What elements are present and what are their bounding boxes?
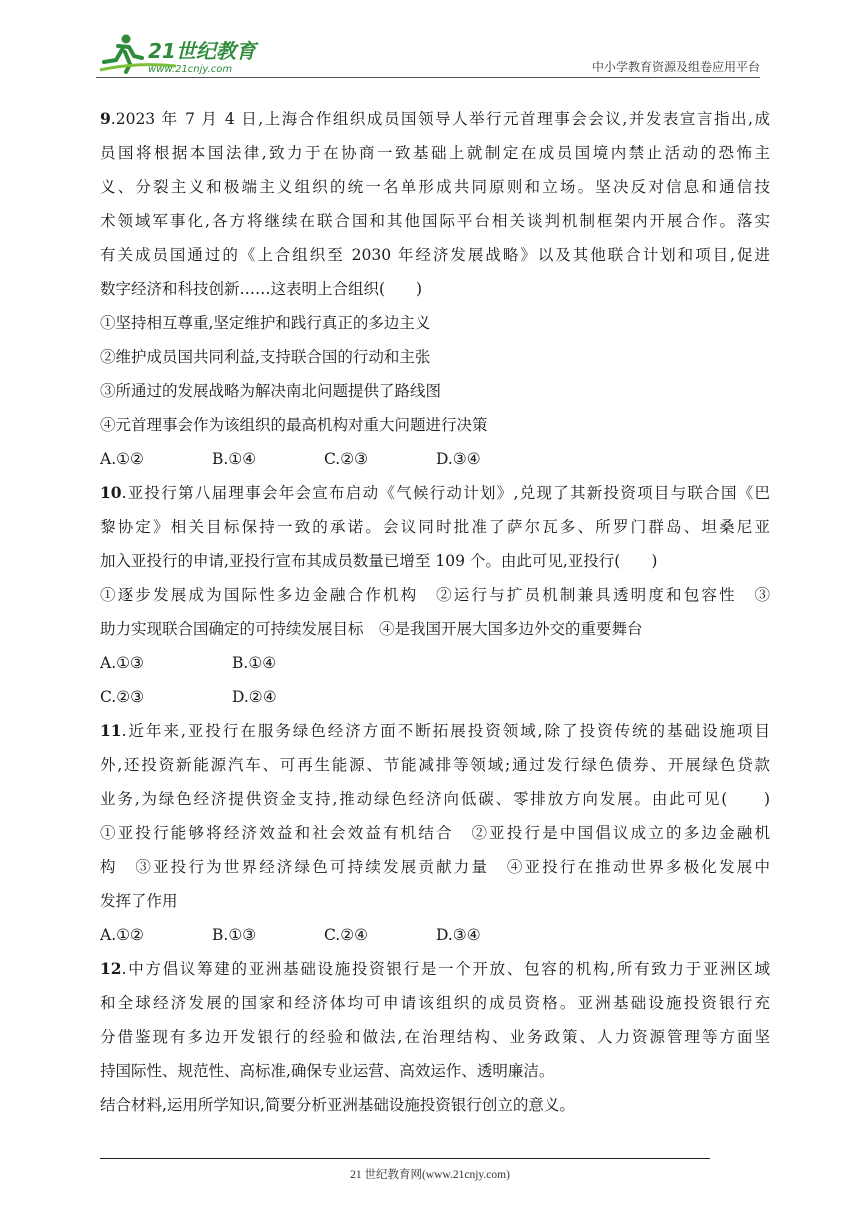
statement-item: ①逐步发展成为国际性多边金融合作机构 ②运行与扩员机制兼具透明度和包容性 ③ — [100, 586, 770, 604]
statement-item: 发挥了作用 — [100, 892, 178, 910]
question-line: 加入亚投行的申请,亚投行宣布其成员数量已增至 109 个。由此可见,亚投行( ) — [100, 552, 658, 570]
question-line: 员国将根据本国法律,致力于在协商一致基础上就制定在成员国境内禁止活动的恐怖主 — [100, 144, 770, 162]
statement-item: 助力实现联合国确定的可持续发展目标 ④是我国开展大国多边外交的重要舞台 — [100, 620, 643, 638]
question-line: 义、分裂主义和极端主义组织的统一名单形成共同原则和立场。坚决反对信息和通信技 — [100, 178, 770, 196]
question-line: 9.2023 年 7 月 4 日,上海合作组织成员国领导人举行元首理事会会议,并发表宣言指出,成 — [100, 109, 770, 128]
question-number: 11 — [100, 721, 122, 740]
question-number: 12 — [100, 959, 122, 978]
option-b[interactable]: B.①④ — [212, 450, 257, 468]
question-number: 10 — [100, 483, 122, 502]
answer-options — [100, 646, 770, 680]
page-header — [96, 28, 760, 80]
question-number: 9 — [100, 109, 111, 128]
option-b[interactable]: B.①③ — [212, 926, 257, 944]
answer-options — [100, 918, 770, 952]
answer-options — [100, 442, 770, 476]
platform-name: 中小学教育资源及组卷应用平台 — [591, 60, 760, 74]
question-line: 业务,为绿色经济提供资金支持,推动绿色经济向低碳、零排放方向发展。由此可见( ) — [100, 790, 770, 808]
question-line: 黎协定》相关目标保持一致的承诺。会议同时批准了萨尔瓦多、所罗门群岛、坦桑尼亚 — [100, 518, 770, 536]
option-c[interactable]: C.②③ — [100, 688, 145, 706]
statement-item: ①亚投行能够将经济效益和社会效益有机结合 ②亚投行是中国倡议成立的多边金融机 — [100, 824, 770, 842]
statement-item: 构 ③亚投行为世界经济绿色可持续发展贡献力量 ④亚投行在推动世界多极化发展中 — [100, 858, 770, 876]
question-line: 数字经济和科技创新……这表明上合组织( ) — [100, 280, 423, 298]
question-line: 术领域军事化,各方将继续在联合国和其他国际平台相关谈判机制框架内开展合作。落实 — [100, 212, 770, 230]
option-b[interactable]: B.①④ — [232, 654, 277, 672]
option-d[interactable]: D.②④ — [232, 688, 277, 706]
option-c[interactable]: C.②④ — [324, 926, 369, 944]
footer-divider — [100, 1158, 710, 1159]
question-line: 有关成员国通过的《上合组织至 2030 年经济发展战略》以及其他联合计划和项目,促进 — [100, 246, 770, 264]
question-11 — [100, 714, 770, 952]
statement-item: ①坚持相互尊重,坚定维护和践行真正的多边主义 — [100, 314, 431, 332]
statement-item: ③所通过的发展战略为解决南北问题提供了路线图 — [100, 382, 442, 400]
option-a[interactable]: A.①② — [100, 450, 144, 468]
option-d[interactable]: D.③④ — [436, 450, 481, 468]
logo — [96, 32, 296, 76]
answer-options — [100, 680, 770, 714]
option-d[interactable]: D.③④ — [436, 926, 481, 944]
question-content — [100, 102, 770, 1122]
option-a[interactable]: A.①② — [100, 926, 144, 944]
logo-url: www.21cnjy.com — [148, 64, 233, 75]
question-line: 持国际性、规范性、高标准,确保专业运营、高效运作、透明廉洁。 — [100, 1062, 555, 1080]
question-line: 10.亚投行第八届理事会年会宣布启动《气候行动计划》,兑现了其新投资项目与联合国《巴 — [100, 483, 770, 502]
question-12 — [100, 952, 770, 1122]
question-line: 和全球经济发展的国家和经济体均可申请该组织的成员资格。亚洲基础设施投资银行充 — [100, 994, 770, 1012]
question-10 — [100, 476, 770, 714]
option-c[interactable]: C.②③ — [324, 450, 369, 468]
question-line: 外,还投资新能源汽车、可再生能源、节能减排等领域;通过发行绿色债券、开展绿色贷款 — [100, 756, 770, 774]
question-line: 12.中方倡议筹建的亚洲基础设施投资银行是一个开放、包容的机构,所有致力于亚洲区域 — [100, 959, 770, 978]
footer-text: 21 世纪教育网(www.21cnjy.com) — [350, 1169, 510, 1181]
question-9 — [100, 102, 770, 476]
statement-item: ②维护成员国共同利益,支持联合国的行动和主张 — [100, 348, 431, 366]
question-line: 分借鉴现有多边开发银行的经验和做法,在治理结构、业务政策、人力资源管理等方面坚 — [100, 1028, 770, 1046]
statement-item: ④元首理事会作为该组织的最高机构对重大问题进行决策 — [100, 416, 488, 434]
option-a[interactable]: A.①③ — [100, 654, 144, 672]
header-divider — [96, 77, 760, 78]
question-prompt: 结合材料,运用所学知识,简要分析亚洲基础设施投资银行创立的意义。 — [100, 1096, 575, 1114]
question-line: 11.近年来,亚投行在服务绿色经济方面不断拓展投资领域,除了投资传统的基础设施项目 — [100, 721, 770, 740]
logo-text: 21世纪教育 — [148, 39, 256, 63]
